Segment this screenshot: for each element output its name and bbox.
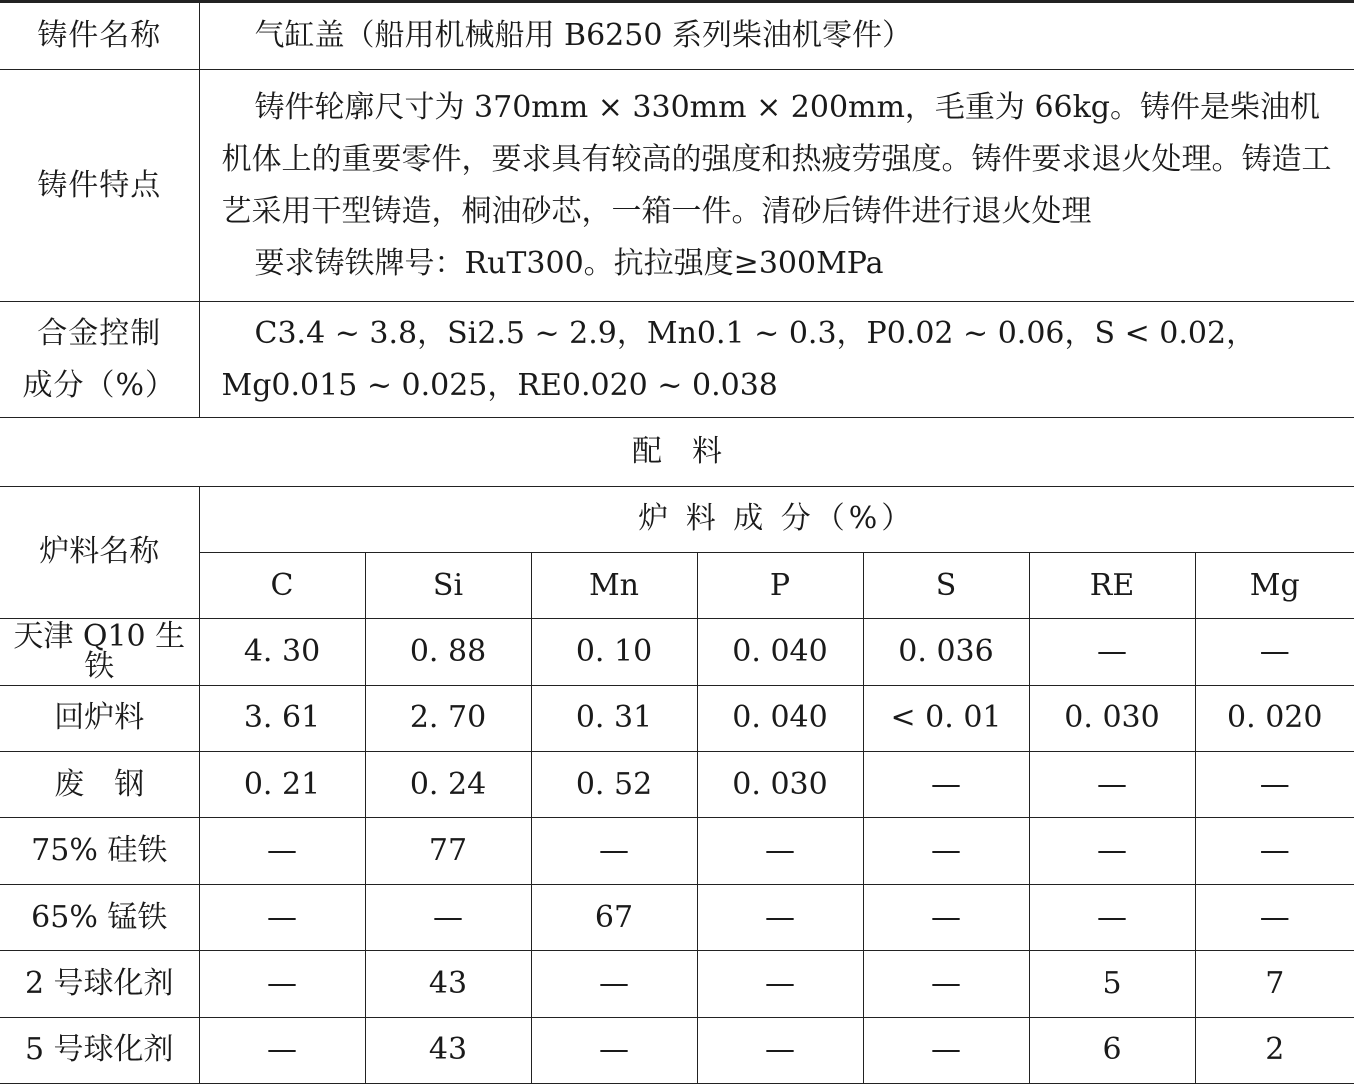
composition-value-mn: — xyxy=(531,1017,697,1083)
composition-value-c: — xyxy=(199,951,365,1017)
composition-value-p: 0. 040 xyxy=(697,619,863,685)
composition-value-re: — xyxy=(1029,752,1195,818)
batching-section-row xyxy=(0,418,1354,486)
element-header-s: S xyxy=(863,552,1029,618)
alloy-composition-row xyxy=(0,302,1354,418)
composition-header-text: 炉 料 成 分（%） xyxy=(638,501,916,537)
composition-value-p: — xyxy=(697,884,863,950)
composition-value-s: — xyxy=(863,951,1029,1017)
casting-features-paragraph: 铸件轮廓尺寸为 370mm × 330mm × 200mm，毛重为 66kg。铸件是柴油机机体上的重要零件，要求具有较高的强度和热疲劳强度。铸件要求退火处理。铸造工艺采用干型铸造，桐油砂芯，一箱一件。清砂后铸件进行退火处理 xyxy=(221,89,1332,229)
composition-value-p: — xyxy=(697,818,863,884)
composition-value-c: 3. 61 xyxy=(199,685,365,751)
batching-header-row xyxy=(0,486,1354,552)
element-header-mg: Mg xyxy=(1195,552,1354,618)
composition-value-mn: — xyxy=(531,818,697,884)
batching-row xyxy=(0,619,1354,685)
batching-row xyxy=(0,752,1354,818)
batching-body xyxy=(0,619,1354,1084)
batching-section-title-text: 配 料 xyxy=(632,433,722,469)
alloy-composition-value: C3.4 ~ 3.8，Si2.5 ~ 2.9，Mn0.1 ~ 0.3，P0.02 ~ 0.06，S < 0.02，Mg0.015 ~ 0.025，RE0.020 ~ 0.038 xyxy=(221,315,1257,403)
element-header-p: P xyxy=(697,552,863,618)
material-name: 回炉料 xyxy=(0,685,199,751)
element-header-re: RE xyxy=(1029,552,1195,618)
composition-value-mn: 0. 52 xyxy=(531,752,697,818)
composition-value-mg: — xyxy=(1195,752,1354,818)
material-name: 天津 Q10 生铁 xyxy=(0,619,199,685)
composition-value-mn: 67 xyxy=(531,884,697,950)
composition-value-re: — xyxy=(1029,884,1195,950)
composition-value-c: 0. 21 xyxy=(199,752,365,818)
casting-features-cell xyxy=(199,70,1354,302)
material-name: 65% 锰铁 xyxy=(0,884,199,950)
composition-value-s: — xyxy=(863,818,1029,884)
composition-value-mg: 7 xyxy=(1195,951,1354,1017)
composition-value-si: 2. 70 xyxy=(365,685,531,751)
batching-row xyxy=(0,884,1354,950)
material-name: 2 号球化剂 xyxy=(0,951,199,1017)
material-name: 废 钢 xyxy=(0,752,199,818)
composition-value-mn: — xyxy=(531,951,697,1017)
alloy-composition-label xyxy=(0,302,199,418)
composition-value-si: 43 xyxy=(365,951,531,1017)
composition-value-p: 0. 040 xyxy=(697,685,863,751)
composition-value-c: 4. 30 xyxy=(199,619,365,685)
composition-value-p: — xyxy=(697,951,863,1017)
casting-features-label: 铸件特点 xyxy=(0,70,199,302)
alloy-label-line2: 成分（%） xyxy=(22,367,176,403)
composition-value-si: 43 xyxy=(365,1017,531,1083)
composition-value-si: 0. 24 xyxy=(365,752,531,818)
element-header-row xyxy=(0,552,1354,618)
material-name-header: 炉料名称 xyxy=(0,486,199,619)
element-header-si: Si xyxy=(365,552,531,618)
alloy-composition-cell xyxy=(199,302,1354,418)
casting-name-label: 铸件名称 xyxy=(0,2,199,70)
batching-row xyxy=(0,951,1354,1017)
composition-value-c: — xyxy=(199,818,365,884)
composition-value-mg: — xyxy=(1195,619,1354,685)
composition-value-s: 0. 036 xyxy=(863,619,1029,685)
composition-value-si: 0. 88 xyxy=(365,619,531,685)
composition-value-c: — xyxy=(199,1017,365,1083)
composition-value-si: — xyxy=(365,884,531,950)
composition-value-p: — xyxy=(697,1017,863,1083)
composition-value-p: 0. 030 xyxy=(697,752,863,818)
composition-value-s: < 0. 01 xyxy=(863,685,1029,751)
composition-value-mn: 0. 31 xyxy=(531,685,697,751)
composition-value-si: 77 xyxy=(365,818,531,884)
composition-value-s: — xyxy=(863,884,1029,950)
composition-value-s: — xyxy=(863,752,1029,818)
composition-header xyxy=(199,486,1354,552)
composition-value-re: 5 xyxy=(1029,951,1195,1017)
casting-features-requirement: 要求铸铁牌号：RuT300。抗拉强度≥300MPa xyxy=(254,245,884,281)
casting-info-table xyxy=(0,0,1354,418)
batching-section-title xyxy=(0,418,1354,486)
material-name: 5 号球化剂 xyxy=(0,1017,199,1083)
composition-value-re: — xyxy=(1029,619,1195,685)
composition-value-s: — xyxy=(863,1017,1029,1083)
composition-value-mg: 0. 020 xyxy=(1195,685,1354,751)
element-header-mn: Mn xyxy=(531,552,697,618)
composition-value-re: 0. 030 xyxy=(1029,685,1195,751)
batching-row xyxy=(0,1017,1354,1083)
batching-table xyxy=(0,418,1354,1084)
composition-value-re: 6 xyxy=(1029,1017,1195,1083)
batching-row xyxy=(0,818,1354,884)
casting-name-value: 气缸盖（船用机械船用 B6250 系列柴油机零件） xyxy=(199,2,1354,70)
composition-value-mg: — xyxy=(1195,818,1354,884)
alloy-label-line1: 合金控制 xyxy=(37,315,162,351)
element-header-c: C xyxy=(199,552,365,618)
batching-row xyxy=(0,685,1354,751)
composition-value-c: — xyxy=(199,884,365,950)
composition-value-mg: 2 xyxy=(1195,1017,1354,1083)
composition-value-mn: 0. 10 xyxy=(531,619,697,685)
casting-features-row xyxy=(0,70,1354,302)
casting-name-row xyxy=(0,2,1354,70)
composition-value-re: — xyxy=(1029,818,1195,884)
material-name: 75% 硅铁 xyxy=(0,818,199,884)
composition-value-mg: — xyxy=(1195,884,1354,950)
